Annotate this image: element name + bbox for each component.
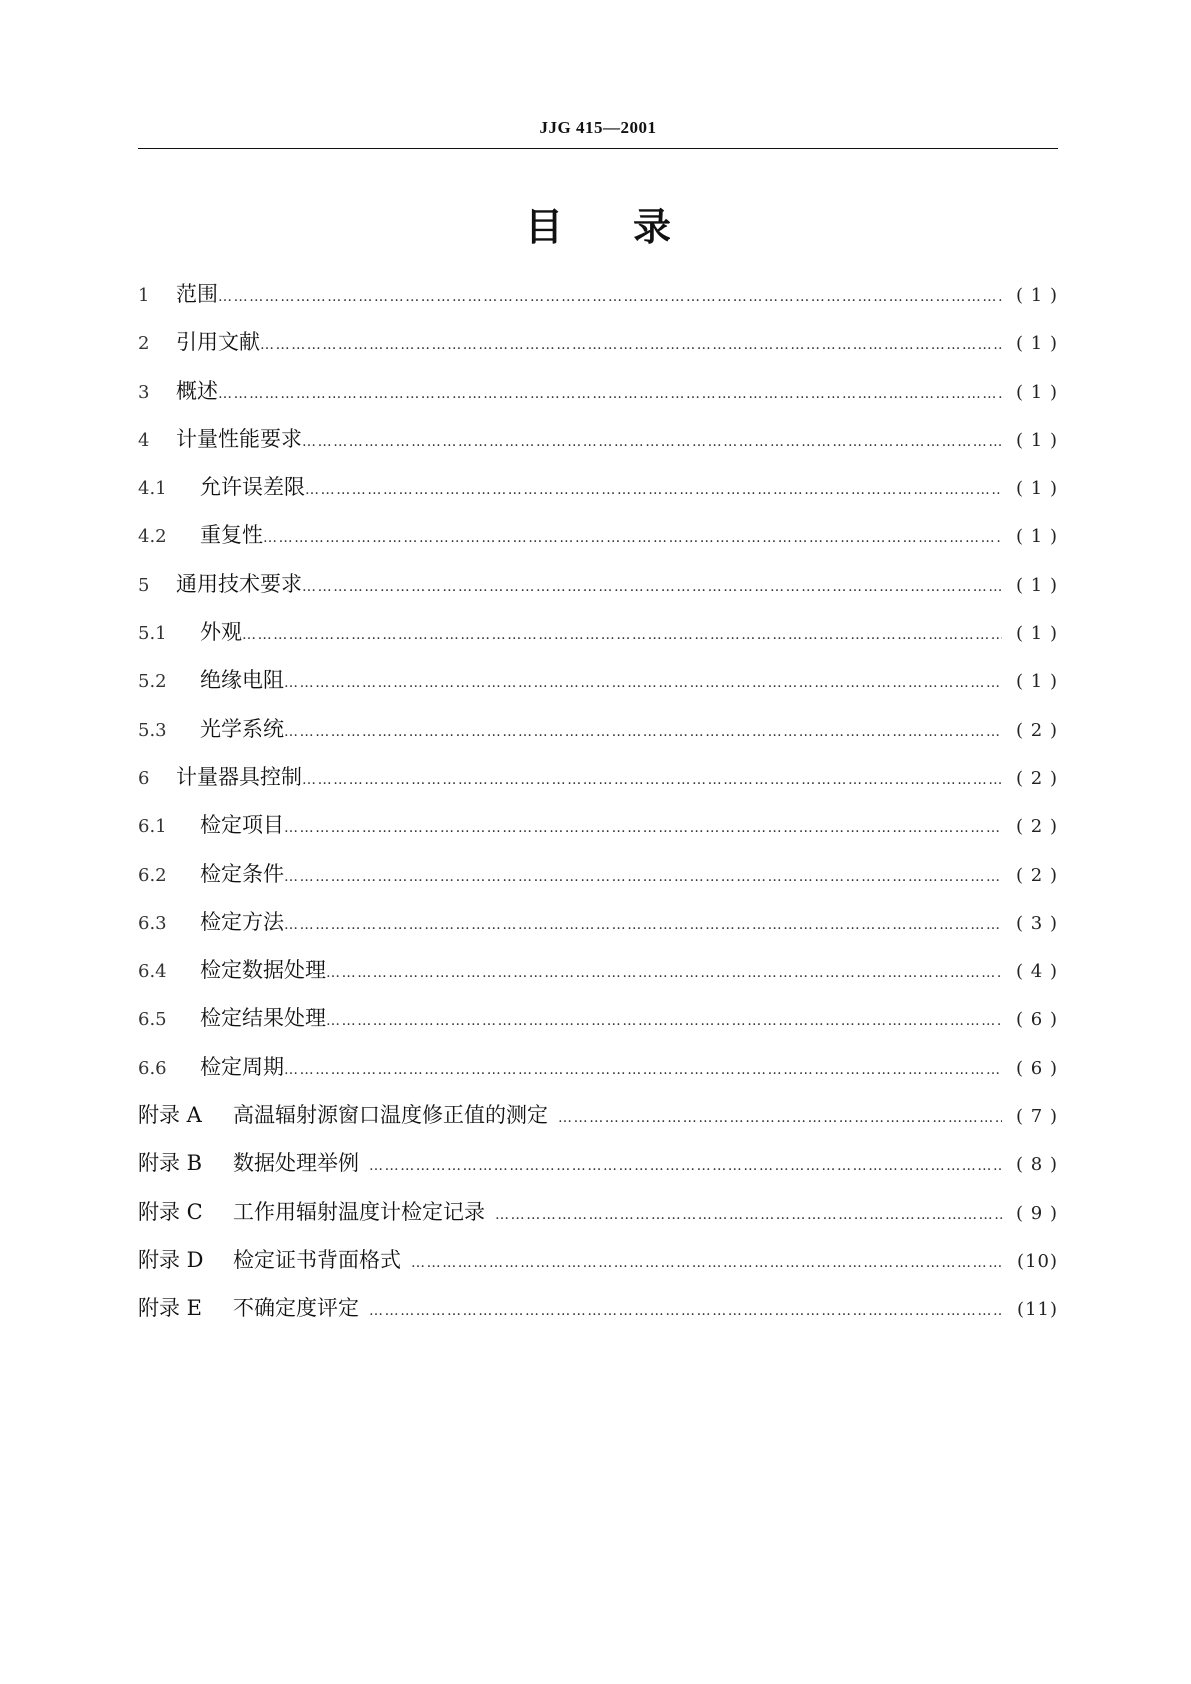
toc-entry-page: ( 1 ) bbox=[1016, 574, 1058, 596]
toc-entry-title: 检定方法 bbox=[200, 909, 284, 934]
toc-entry-appendix-a[interactable] bbox=[138, 1099, 1058, 1147]
toc-entry-6-4[interactable] bbox=[138, 954, 1058, 1002]
toc-entry-title: 光学系统 bbox=[200, 716, 284, 741]
toc-entry-number: 5.1 bbox=[138, 623, 167, 645]
toc-entry-title: 检定数据处理 bbox=[200, 958, 326, 983]
toc-dot-leader bbox=[284, 724, 1002, 740]
toc-entry-title: 计量器具控制 bbox=[176, 764, 302, 789]
toc-dot-leader bbox=[284, 869, 1002, 885]
toc-entry-page: ( 2 ) bbox=[1016, 719, 1058, 741]
toc-entry-number: 5.3 bbox=[138, 719, 167, 741]
toc-entry-number: 附录 E bbox=[138, 1296, 203, 1321]
toc-entry-number: 5.2 bbox=[138, 671, 167, 693]
toc-entry-title: 引用文献 bbox=[176, 330, 260, 355]
toc-entry-page: ( 6 ) bbox=[1016, 1057, 1058, 1079]
toc-entry-title: 高温辐射源窗口温度修正值的测定 bbox=[233, 1103, 548, 1128]
toc-entry-1[interactable] bbox=[138, 278, 1058, 326]
toc-entry-number: 附录 A bbox=[138, 1103, 202, 1128]
toc-entry-page: ( 1 ) bbox=[1016, 333, 1058, 355]
toc-dot-leader bbox=[326, 1013, 1002, 1029]
toc-entry-title: 外观 bbox=[200, 620, 242, 645]
toc-dot-leader bbox=[260, 337, 1002, 353]
toc-entry-title: 绝缘电阻 bbox=[200, 668, 284, 693]
toc-entry-page: (11) bbox=[1017, 1299, 1058, 1321]
toc-entry-5-2[interactable] bbox=[138, 664, 1058, 712]
toc-dot-leader bbox=[305, 482, 1002, 498]
toc-dot-leader bbox=[263, 530, 1002, 546]
toc-entry-title: 检定周期 bbox=[200, 1054, 284, 1079]
toc-entry-4-2[interactable] bbox=[138, 519, 1058, 567]
toc-dot-leader bbox=[558, 1110, 1002, 1126]
toc-entry-6-6[interactable] bbox=[138, 1051, 1058, 1099]
toc-entry-page: ( 4 ) bbox=[1016, 961, 1058, 983]
toc-entry-title: 检定条件 bbox=[200, 861, 284, 886]
toc-dot-leader bbox=[369, 1158, 1002, 1174]
toc-entry-number: 附录 D bbox=[138, 1247, 204, 1272]
toc-entry-page: ( 1 ) bbox=[1016, 285, 1058, 306]
toc-entry-number: 附录 C bbox=[138, 1199, 203, 1224]
page-title: 目录 bbox=[524, 205, 741, 249]
toc-entry-number: 5 bbox=[138, 574, 150, 596]
toc-dot-leader bbox=[495, 1207, 1002, 1223]
toc-entry-appendix-c[interactable] bbox=[138, 1196, 1058, 1244]
toc-dot-leader bbox=[302, 434, 1002, 450]
toc-entry-page: ( 3 ) bbox=[1016, 912, 1058, 934]
toc-entry-number: 6.2 bbox=[138, 864, 167, 886]
toc-entry-number: 1 bbox=[138, 285, 150, 306]
toc-entry-6-5[interactable] bbox=[138, 1002, 1058, 1050]
toc-entry-number: 6.5 bbox=[138, 1009, 167, 1031]
toc-dot-leader bbox=[284, 820, 1002, 836]
toc-entry-number: 6.4 bbox=[138, 961, 167, 983]
toc-entry-title: 检定项目 bbox=[200, 813, 284, 838]
toc-entry-title: 概述 bbox=[176, 378, 218, 403]
toc-entry-title: 计量性能要求 bbox=[176, 426, 302, 451]
toc-dot-leader bbox=[284, 917, 1002, 933]
toc-entry-title: 检定证书背面格式 bbox=[233, 1247, 401, 1272]
toc-entry-page: ( 1 ) bbox=[1016, 671, 1058, 693]
toc-dot-leader bbox=[302, 579, 1002, 595]
toc-entry-6[interactable] bbox=[138, 761, 1058, 809]
toc-entry-appendix-e[interactable] bbox=[138, 1292, 1058, 1340]
toc-entry-page: ( 1 ) bbox=[1016, 623, 1058, 645]
toc-dot-leader bbox=[369, 1303, 1002, 1319]
toc-entry-title: 允许误差限 bbox=[200, 475, 305, 500]
toc-entry-5-3[interactable] bbox=[138, 713, 1058, 761]
toc-dot-leader bbox=[302, 772, 1002, 788]
toc-entry-number: 2 bbox=[138, 333, 150, 355]
toc-entry-title: 重复性 bbox=[200, 523, 263, 548]
toc-dot-leader bbox=[284, 675, 1002, 691]
toc-entry-number: 3 bbox=[138, 381, 150, 403]
toc-entry-page: ( 8 ) bbox=[1016, 1154, 1058, 1176]
table-of-contents bbox=[138, 278, 1058, 1341]
toc-entry-page: ( 1 ) bbox=[1016, 526, 1058, 548]
toc-entry-number: 4 bbox=[138, 429, 150, 451]
toc-entry-page: ( 2 ) bbox=[1016, 816, 1058, 838]
toc-entry-6-1[interactable] bbox=[138, 809, 1058, 857]
toc-entry-page: ( 7 ) bbox=[1016, 1106, 1058, 1128]
toc-entry-title: 范围 bbox=[176, 282, 218, 306]
toc-dot-leader bbox=[326, 965, 1002, 981]
toc-entry-4-1[interactable] bbox=[138, 471, 1058, 519]
toc-dot-leader bbox=[242, 627, 1002, 643]
toc-entry-number: 6.6 bbox=[138, 1057, 167, 1079]
toc-dot-leader bbox=[218, 386, 1002, 402]
toc-entry-page: ( 1 ) bbox=[1016, 381, 1058, 403]
toc-entry-4[interactable] bbox=[138, 423, 1058, 471]
toc-entry-appendix-b[interactable] bbox=[138, 1147, 1058, 1195]
toc-entry-title: 不确定度评定 bbox=[233, 1296, 359, 1321]
header-rule bbox=[138, 148, 1058, 149]
toc-entry-number: 6.1 bbox=[138, 816, 167, 838]
document-code-header: JJG 415—2001 bbox=[539, 118, 657, 137]
toc-entry-page: ( 2 ) bbox=[1016, 767, 1058, 789]
toc-entry-page: ( 1 ) bbox=[1016, 478, 1058, 500]
toc-entry-number: 6.3 bbox=[138, 912, 167, 934]
toc-entry-title: 数据处理举例 bbox=[233, 1151, 359, 1176]
toc-entry-2[interactable] bbox=[138, 326, 1058, 374]
toc-entry-title: 检定结果处理 bbox=[200, 1006, 326, 1031]
toc-entry-6-2[interactable] bbox=[138, 858, 1058, 906]
toc-entry-number: 附录 B bbox=[138, 1151, 203, 1176]
toc-dot-leader bbox=[218, 289, 1002, 305]
toc-dot-leader bbox=[284, 1062, 1002, 1078]
toc-entry-title: 通用技术要求 bbox=[176, 571, 302, 596]
toc-entry-page: ( 1 ) bbox=[1016, 429, 1058, 451]
toc-entry-title: 工作用辐射温度计检定记录 bbox=[233, 1199, 485, 1224]
toc-entry-page: ( 6 ) bbox=[1016, 1009, 1058, 1031]
toc-entry-page: ( 2 ) bbox=[1016, 864, 1058, 886]
toc-entry-appendix-d[interactable] bbox=[138, 1244, 1058, 1292]
toc-entry-6-3[interactable] bbox=[138, 906, 1058, 954]
toc-entry-5-1[interactable] bbox=[138, 616, 1058, 664]
toc-entry-3[interactable] bbox=[138, 375, 1058, 423]
toc-entry-number: 4.1 bbox=[138, 478, 167, 500]
toc-entry-number: 6 bbox=[138, 767, 150, 789]
toc-entry-5[interactable] bbox=[138, 568, 1058, 616]
toc-entry-page: ( 9 ) bbox=[1016, 1202, 1058, 1224]
toc-entry-page: (10) bbox=[1017, 1250, 1058, 1272]
toc-entry-number: 4.2 bbox=[138, 526, 167, 548]
toc-dot-leader bbox=[411, 1255, 1002, 1271]
